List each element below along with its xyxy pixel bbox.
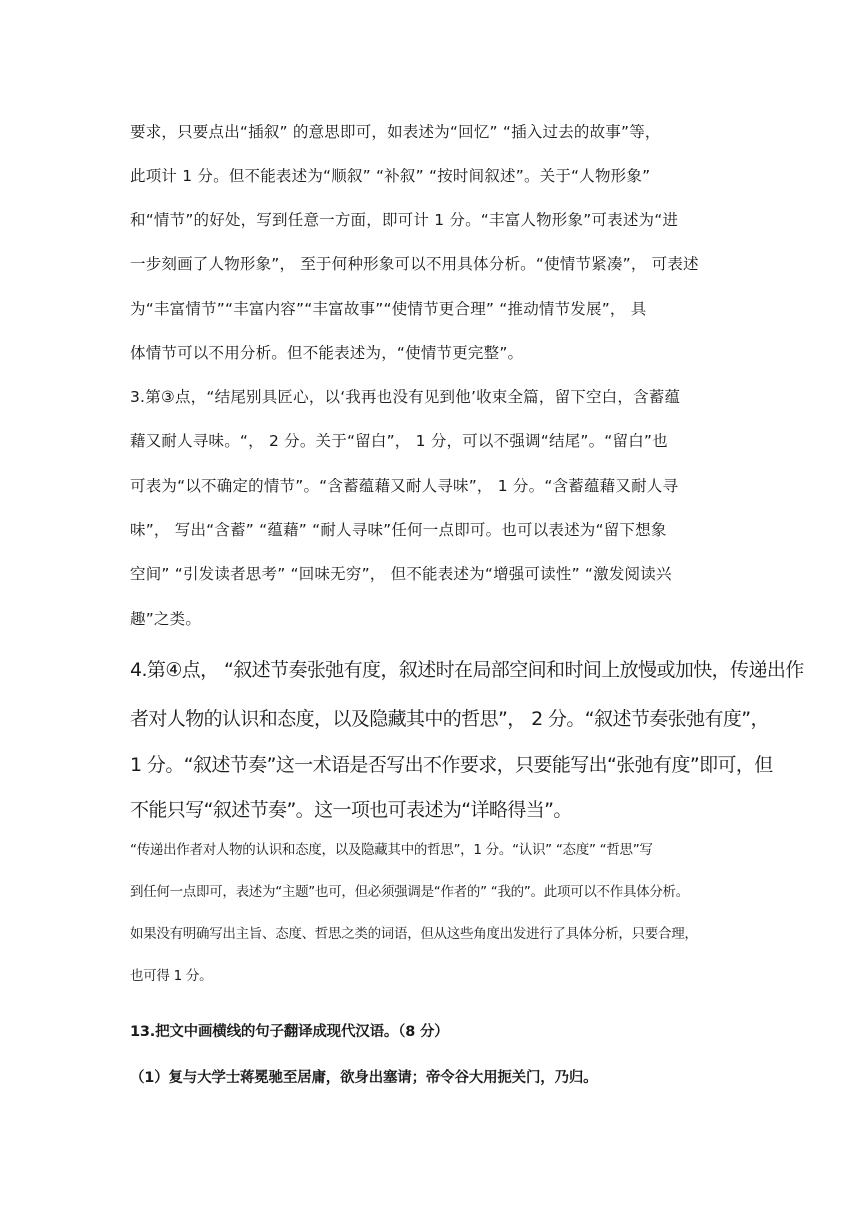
- text-line: 可表为“以不确定的情节”。“含蓄蕴藉又耐人寻味”， 1 分。“含蓄蕴藉又耐人寻: [130, 477, 679, 495]
- text-line: 味”， 写出“含蓄” “蕴藉” “耐人寻味”任何一点即可。也可以表述为“留下想象: [130, 521, 667, 539]
- text-line: 一步刻画了人物形象”， 至于何种形象可以不用具体分析。“使情节紧凑”， 可表述: [130, 255, 699, 273]
- text-line-large: 者对人物的认识和态度，以及隐藏其中的哲思”， 2 分。“叙述节奏张弛有度”，: [130, 708, 769, 730]
- text-line: 趣”之类。: [130, 610, 202, 628]
- text-line-large: 4.第④点， “叙述节奏张弛有度，叙述时在局部空间和时间上放慢或加快，传递出作: [130, 659, 804, 681]
- text-line: 体情节可以不用分析。但不能表述为，“使情节更完整”。: [130, 344, 524, 362]
- text-line: 要求，只要点出“插叙” 的意思即可，如表述为“回忆” “插入过去的故事”等，: [130, 123, 661, 141]
- question-heading: 13.把文中画横线的句子翻译成现代汉语。（8 分）: [130, 1024, 449, 1040]
- text-line: 空间” “引发读者思考” “回味无穷”， 但不能表述为“增强可读性” “激发阅读兴: [130, 565, 672, 583]
- text-line-small: 如果没有明确写出主旨、态度、哲思之类的词语，但从这些角度出发进行了具体分析，只要合理，: [130, 926, 698, 942]
- text-line: 此项计 1 分。但不能表述为“顺叙” “补叙” “按时间叙述”。关于“人物形象”: [130, 167, 651, 185]
- text-line: 3.第③点，“结尾别具匠心，以‘我再也没有见到他’收束全篇，留下空白，含蓄蕴: [130, 388, 681, 406]
- text-line: 为“丰富情节”“丰富内容”“丰富故事”“使情节更合理” “推动情节发展”， 具: [130, 300, 647, 318]
- text-line-small: “传递出作者对人物的认识和态度，以及隐藏其中的哲思”，1 分。“认识” “态度” “哲思”写: [130, 842, 653, 858]
- text-line-small: 也可得 1 分。: [130, 968, 213, 984]
- text-line: 和“情节”的好处，写到任意一方面，即可计 1 分。“丰富人物形象”可表述为“进: [130, 211, 679, 229]
- text-line: 藉又耐人寻味。“， 2 分。关于“留白”， 1 分，可以不强调“结尾”。“留白”也: [130, 432, 668, 450]
- text-line-small: 到任何一点即可，表述为“主题”也可，但必须强调是“作者的” “我的”。此项可以不作具体分析。: [130, 884, 689, 900]
- translation-sentence: （1）复与大学士蒋冕驰至居庸，欲身出塞请；帝令谷大用扼关门，乃归。: [130, 1070, 598, 1086]
- text-line-large: 不能只写“叙述节奏”。这一项也可表述为“详略得当”。: [130, 799, 572, 821]
- text-line-large: 1 分。“叙述节奏”这一术语是否写出不作要求，只要能写出“张弛有度”即可，但: [130, 754, 773, 776]
